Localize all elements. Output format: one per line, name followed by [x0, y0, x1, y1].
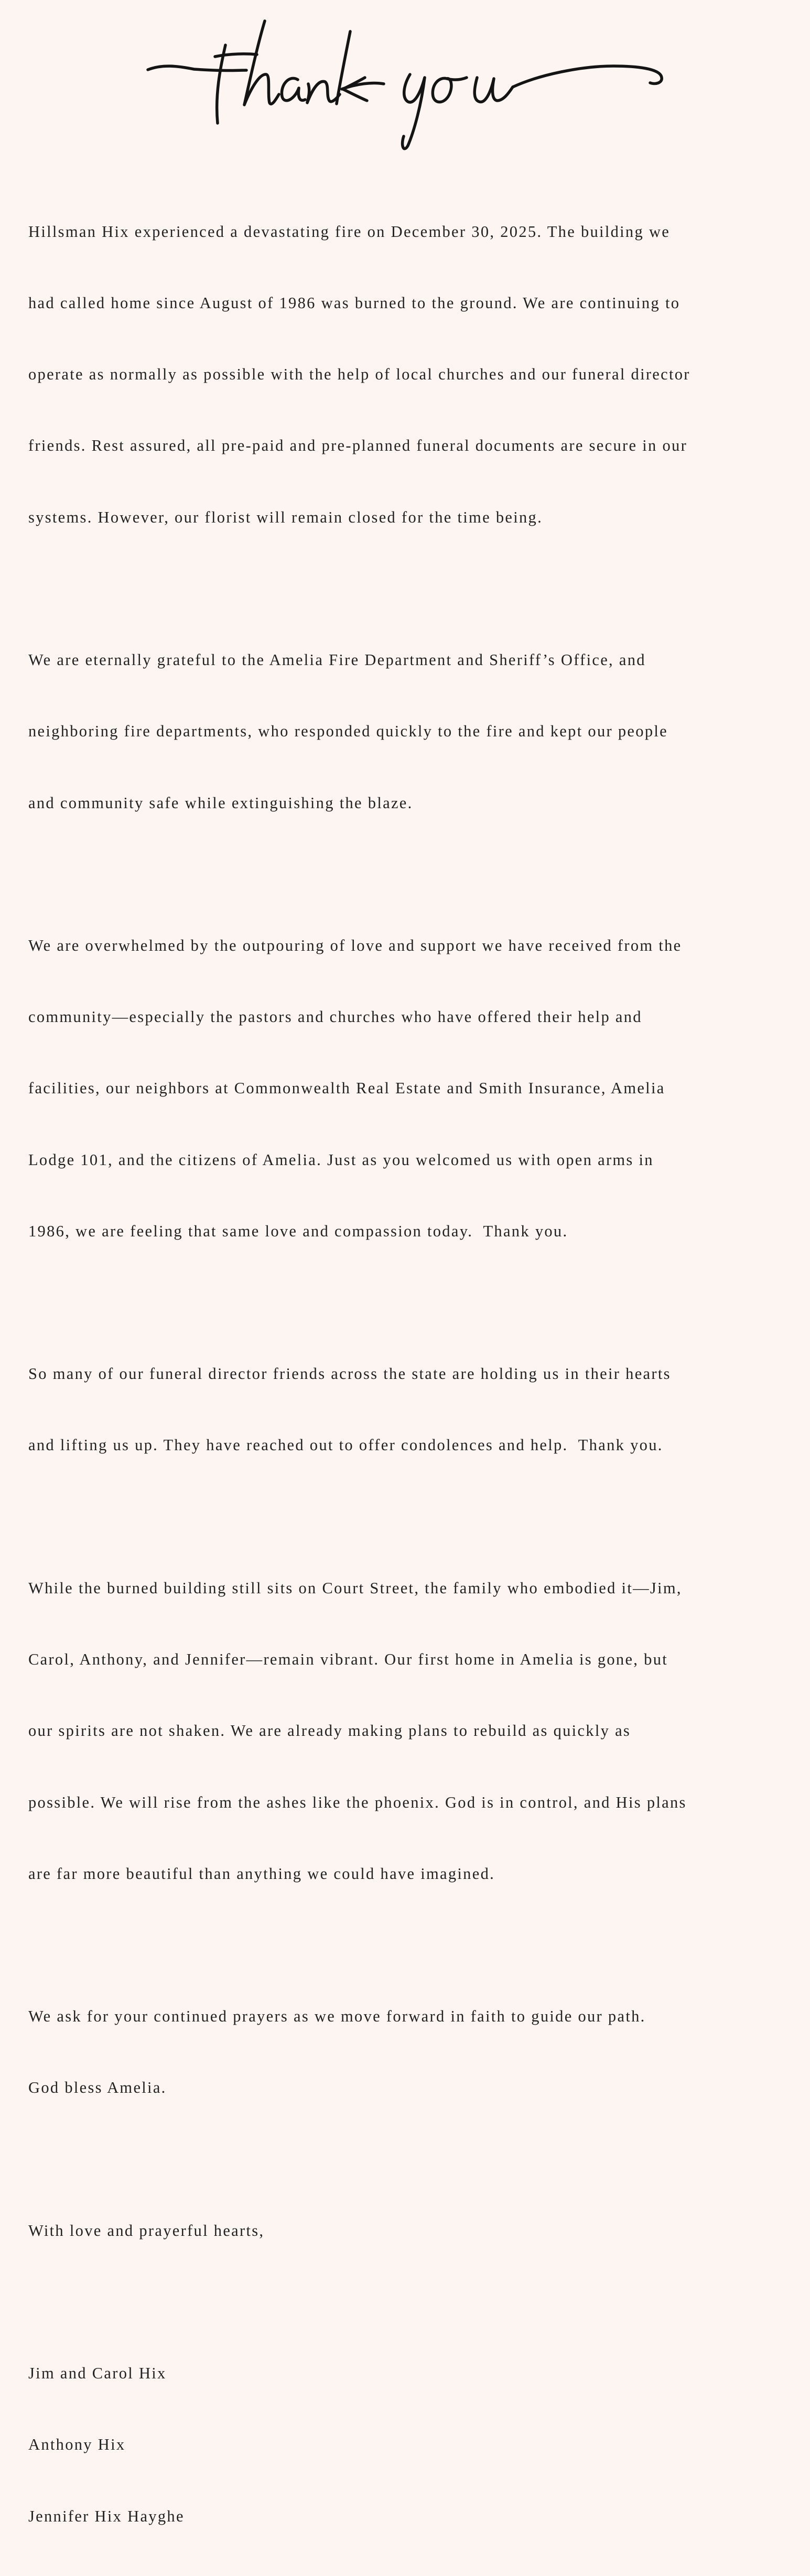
text-line: Carol, Anthony, and Jennifer—remain vibrant. Our first home in Amelia is gone, but — [28, 1650, 668, 1669]
signature-name: Jim and Carol Hix — [28, 2364, 167, 2383]
text-line: community—especially the pastors and churches who have offered their help and — [28, 1008, 642, 1026]
text-line: We are eternally grateful to the Amelia Fire Department and Sheriff’s Office, and — [28, 651, 646, 669]
text-line: Lodge 101, and the citizens of Amelia. Just as you welcomed us with open arms in — [28, 1150, 654, 1169]
text-line: God bless Amelia. — [28, 2079, 167, 2097]
text-line: While the burned building still sits on Court Street, the family who embodied it—Jim, — [28, 1579, 682, 1597]
text-line: friends. Rest assured, all pre-paid and pre-planned funeral documents are secure in our — [28, 437, 688, 455]
text-line: We ask for your continued prayers as we move forward in faith to guide our path. — [28, 2007, 646, 2026]
paragraph-rebuild-plans — [28, 1529, 783, 1933]
paragraph-community-thanks — [28, 886, 783, 1291]
signature-name: Anthony Hix — [28, 2436, 126, 2454]
text-line: are far more beautiful than anything we could have imagined. — [28, 1864, 495, 1883]
text-line: had called home since August of 1986 was burned to the ground. We are continuing to — [28, 294, 681, 312]
text-line: systems. However, our florist will remain closed for the time being. — [28, 508, 543, 526]
text-line: 1986, we are feeling that same love and compassion today. Thank you. — [28, 1222, 568, 1240]
text-line: We are overwhelmed by the outpouring of love and support we have received from the — [28, 936, 682, 954]
text-line: facilities, our neighbors at Commonwealth Real Estate and Smith Insurance, Amelia — [28, 1079, 665, 1097]
text-line: possible. We will rise from the ashes like the phoenix. God is in control, and His plans — [28, 1793, 687, 1811]
paragraph-fire-department-thanks — [28, 601, 783, 862]
text-line: and lifting us up. They have reached out to offer condolences and help. Thank you. — [28, 1436, 663, 1454]
text-line: operate as normally as possible with the help of local churches and our funeral director — [28, 365, 690, 384]
text-line: Hillsman Hix experienced a devastating fire on December 30, 2025. The building we — [28, 222, 671, 241]
paragraph-funeral-director-thanks — [28, 1314, 783, 1505]
text-line: With love and prayerful hearts, — [28, 2221, 265, 2240]
signature-name: Jennifer Hix Hayghe — [28, 2507, 185, 2525]
text-line: our spirits are not shaken. We are already making plans to rebuild as quickly as — [28, 1722, 631, 1740]
text-line: So many of our funeral director friends across the state are holding us in their hearts — [28, 1365, 671, 1383]
paragraph-fire-announcement — [28, 172, 783, 577]
paragraph-prayers — [28, 1957, 783, 2147]
text-line: neighboring fire departments, who responded quickly to the fire and kept our people — [28, 722, 668, 741]
closing-salutation — [28, 2171, 783, 2290]
letter-body — [28, 172, 783, 2576]
text-line: and community safe while extinguishing the blaze. — [28, 794, 413, 812]
thank-you-heading — [142, 16, 668, 147]
signature-block — [28, 2314, 783, 2575]
thank-you-script-lettering — [142, 16, 668, 147]
